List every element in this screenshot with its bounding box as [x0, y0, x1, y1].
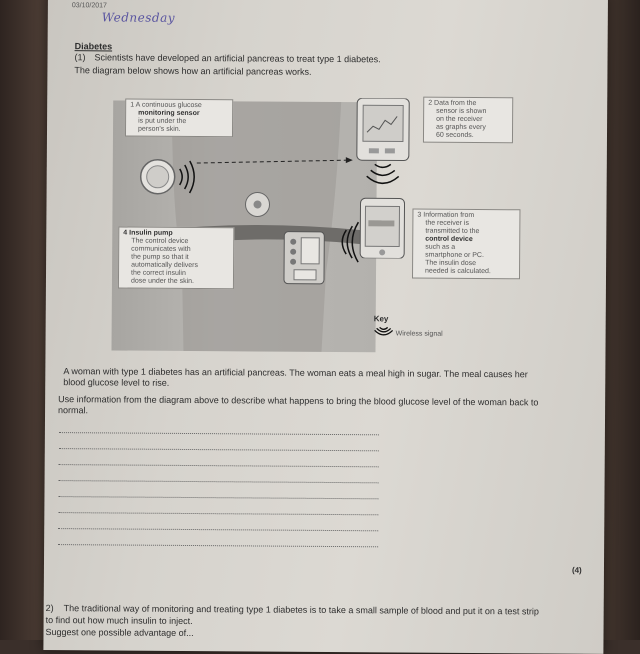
label-2-receiver: 2 Data from the sensor is shown on the receiver as graphs every 60 seconds. — [423, 97, 513, 144]
receiver-signal-icon — [371, 170, 395, 175]
question-scenario: A woman with type 1 diabetes has an artificial pancreas. The woman eats a meal high in sugar. The meal causes her blood glucose level to rise. — [63, 366, 528, 388]
question-2-text: The traditional way of monitoring and treating type 1 diabetes is to take a small sample of blood and put it on a test strip to find out how much insulin to inject. — [45, 603, 539, 627]
devices-illustration — [352, 98, 413, 258]
question-2-number: 2) — [45, 602, 54, 614]
question-1-text: Scientists have developed an artificial pancreas to treat type 1 diabetes. — [94, 52, 381, 65]
handwritten-day: Wednesday — [101, 10, 176, 25]
question-2 — [45, 602, 545, 641]
answer-line[interactable] — [59, 464, 379, 467]
answer-line[interactable] — [59, 432, 379, 435]
question-2-cut-text: Suggest one possible advantage of... — [45, 626, 194, 639]
question-1-intro — [74, 52, 380, 65]
label-3-control-device: 3 Information from the receiver is transmitted to the control device such as a smartphone or PC. The insulin dose needed is calculated. — [412, 209, 520, 280]
key-entry: Wireless signal — [395, 330, 443, 338]
question-1-number: (1) — [74, 52, 86, 63]
key-wireless-icon — [374, 325, 394, 337]
answer-line[interactable] — [58, 544, 378, 547]
answer-line[interactable] — [58, 512, 378, 515]
answer-line[interactable] — [58, 496, 378, 499]
answer-line[interactable] — [59, 448, 379, 451]
label-4-insulin-pump: 4 Insulin pump The control device communicates with the pump so that it automatically delivers the correct insulin dose under the skin. — [118, 226, 234, 289]
worksheet-page — [43, 0, 608, 654]
diagram-intro: The diagram below shows how an artificial pancreas works. — [74, 65, 312, 77]
label-1-sensor: 1 A continuous glucose monitoring sensor is put under the person's skin. — [125, 99, 233, 138]
marks-available: (4) — [571, 565, 582, 575]
date-text: 03/10/2017 — [71, 2, 107, 10]
section-heading: Diabetes — [74, 41, 113, 52]
question-task: Use information from the diagram above to describe what happens to bring the blood glucose level of the woman back to normal. — [58, 394, 539, 416]
answer-line[interactable] — [59, 480, 379, 483]
key-title: Key — [373, 314, 389, 324]
answer-line[interactable] — [58, 528, 378, 531]
